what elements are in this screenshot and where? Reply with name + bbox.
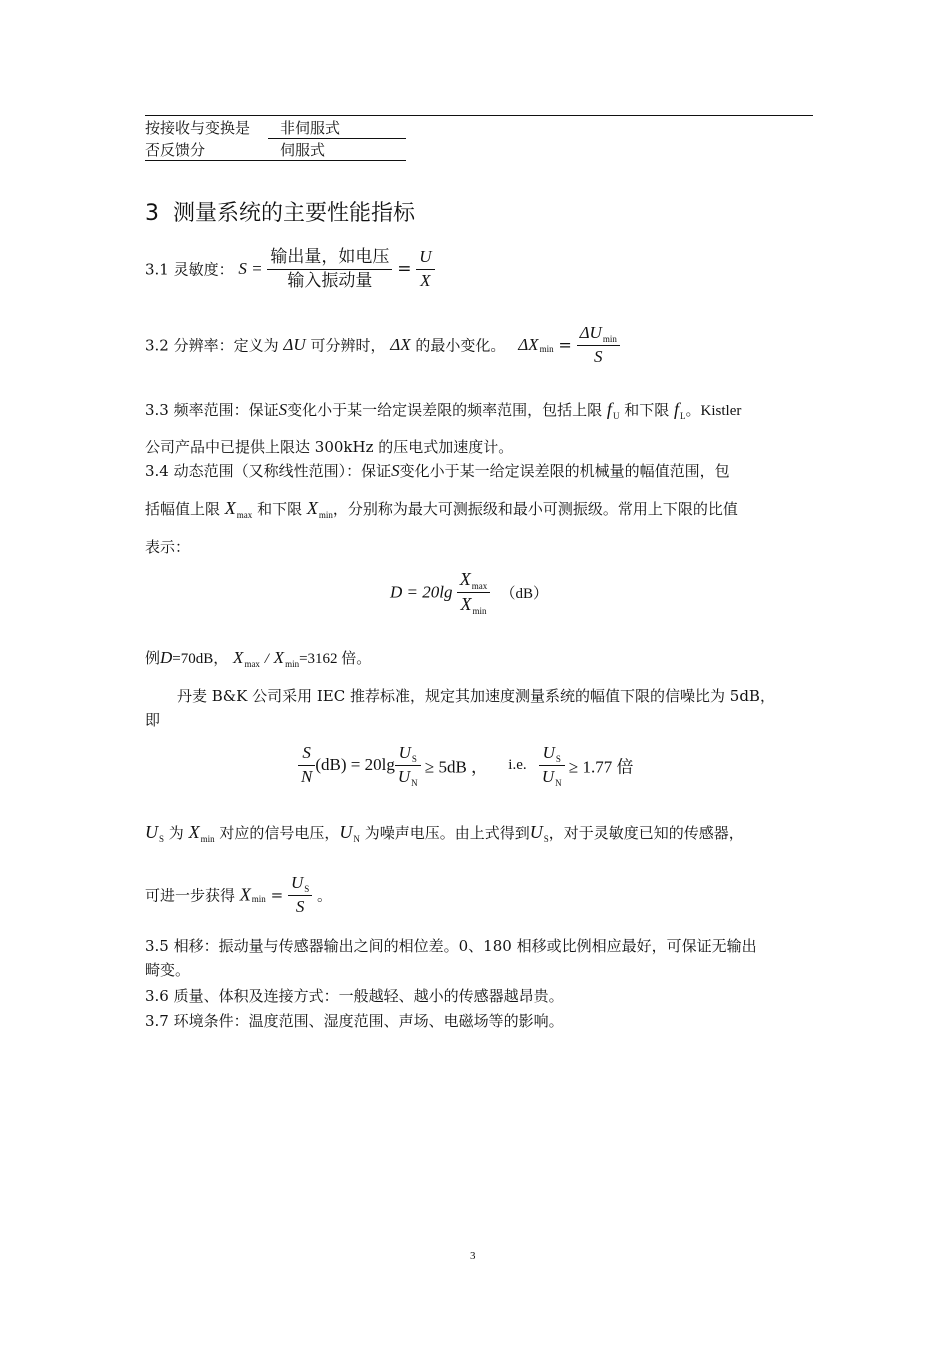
example-D: D <box>160 648 173 667</box>
s34-Xmin: X <box>306 498 318 518</box>
us-UN: U <box>339 822 353 842</box>
sn-den: N <box>301 766 313 786</box>
table-r2c1: 否反馈分 <box>145 141 206 159</box>
sn-db: (dB) = 20lg <box>315 755 395 775</box>
s34-text-2b: 和下限 <box>257 500 303 518</box>
s34-max-sub: max <box>236 510 253 520</box>
us-X: X <box>188 822 200 842</box>
example-min-sub: min <box>285 659 300 669</box>
us-line1 <box>145 822 805 845</box>
s32-num-sub: min <box>602 334 617 344</box>
us-c: 为噪声电压。由上式得到 <box>364 824 530 842</box>
s33-fL-sub: L <box>680 411 686 421</box>
s32-mid: 可分辨时， <box>310 336 386 355</box>
sn-ge177: ≥ 1.77 倍 <box>568 757 634 777</box>
s34-line3: 表示： <box>145 538 191 556</box>
s34-line2 <box>145 498 805 521</box>
s36-line: 3.6 质量、体积及连接方式：一般越轻、越小的传感器越昂贵。 <box>145 987 564 1005</box>
sn2-un-sub: N <box>555 777 562 788</box>
page-number: 3 <box>470 1250 476 1262</box>
us-d: ，对于灵敏度已知的传感器， <box>548 824 744 842</box>
s32-lhsX: ΔX <box>518 335 539 355</box>
s31-den2: X <box>420 270 431 290</box>
s31-label: 3.1 灵敏度： <box>145 260 234 279</box>
s32-dU: ΔU <box>283 335 306 355</box>
example-Xmax: X <box>233 648 244 667</box>
s31-lhs: S = <box>238 259 263 279</box>
d-num-sub: max <box>471 581 488 591</box>
s32-den: S <box>593 346 603 366</box>
s31-line <box>145 248 435 290</box>
us-X-sub: min <box>200 834 215 844</box>
s32-numU: ΔU <box>579 323 602 342</box>
s31-num: 输出量，如电压 <box>267 248 392 270</box>
table-top-rule <box>145 115 813 116</box>
table-bottom-rule <box>145 160 406 161</box>
d-num-X: X <box>459 569 471 589</box>
sn2-us-sub: S <box>555 754 561 764</box>
table-r1c2: 非伺服式 <box>280 119 341 137</box>
s31-den: 输入振动量 <box>287 270 373 291</box>
sn-un: U <box>397 766 411 786</box>
us-U-sub: S <box>159 834 165 844</box>
s33-line1 <box>145 399 805 422</box>
table-r1c1: 按接收与变换是 <box>145 119 251 137</box>
s37-line: 3.7 环境条件：温度范围、湿度范围、声场、电磁场等的影响。 <box>145 1012 564 1030</box>
us2-X: X <box>239 884 251 905</box>
s33-S: S <box>278 400 288 419</box>
s34-example <box>145 648 805 670</box>
s34-Xmax: X <box>224 498 236 518</box>
us2-num-U: U <box>290 873 304 892</box>
s32-label: 3.2 分辨率：定义为 <box>145 336 279 355</box>
us-UN-sub: N <box>353 834 360 844</box>
s33-text-a: 3.3 频率范围：保证 <box>145 401 279 419</box>
us2-eq: = <box>270 886 284 905</box>
d-den-X: X <box>460 593 472 614</box>
s31-eq: = <box>397 259 412 280</box>
bk-line1: 丹麦 B&K 公司采用 IEC 推荐标准，规定其加速度测量系统的幅值下限的信噪比为 5dB， <box>177 687 775 705</box>
s34-text-2a: 括幅值上限 <box>145 500 221 518</box>
sn-us-sub: S <box>411 754 417 764</box>
sn-num: S <box>298 744 315 766</box>
s32-line <box>145 324 620 366</box>
s33-line2: 公司产品中已提供上限达 300kHz 的压电式加速度计。 <box>145 438 514 456</box>
us2-X-sub: min <box>251 894 266 905</box>
s31-fraction <box>267 248 392 290</box>
us-a: 为 <box>168 824 184 842</box>
table-r2c2: 伺服式 <box>280 141 326 159</box>
s33-text-c: 。Kistler <box>685 403 742 419</box>
us-line2a: 可进一步获得 <box>145 886 236 905</box>
s32-eq: = <box>558 335 572 355</box>
s32-fraction <box>577 324 620 366</box>
d-formula <box>390 570 548 615</box>
s33-fU: f <box>606 399 612 419</box>
s33-fU-sub: U <box>612 411 620 421</box>
sn2-us: U <box>542 743 555 762</box>
sn-un-sub: N <box>411 777 418 788</box>
example-Xmin: X <box>273 648 285 667</box>
us-line2 <box>145 874 332 916</box>
s34-text-2c: ，分别称为最大可测振级和最小可测振级。常用上下限的比值 <box>332 500 738 518</box>
section-heading: 3 测量系统的主要性能指标 <box>145 201 415 226</box>
example-d: =3162 倍。 <box>299 651 372 667</box>
s34-line1 <box>145 461 805 481</box>
s35-line2: 畸变。 <box>145 961 191 979</box>
sn-fraction <box>298 744 315 786</box>
s34-text-b: 变化小于某一给定误差限的机械量的幅值范围，包 <box>399 462 730 480</box>
example-max-sub: max <box>244 659 260 669</box>
us-U: U <box>145 822 158 842</box>
d-formula-fraction <box>457 570 491 615</box>
s31-num2: U <box>416 248 434 270</box>
d-formula-lhs: D = 20lg <box>390 582 453 602</box>
d-formula-unit: （dB） <box>500 585 548 602</box>
sn2-un: U <box>541 766 555 786</box>
us2-end: 。 <box>317 886 333 905</box>
s35-line1: 3.5 相移：振动量与传感器输出之间的相位差。0、180 相移或比例相应最好，可保证无输出 <box>145 937 757 955</box>
s32-lhs-sub: min <box>539 344 554 355</box>
s31-fraction2 <box>416 248 434 290</box>
us-US2-sub: S <box>543 834 549 844</box>
us2-num-sub: S <box>304 884 310 894</box>
example-a: 例 <box>145 649 161 667</box>
us-b: 对应的信号电压， <box>219 824 340 842</box>
s32-dX: ΔX <box>390 335 411 355</box>
us2-den: S <box>295 896 305 916</box>
d-den-sub: min <box>472 605 487 616</box>
us2-fraction <box>288 874 312 916</box>
sn-ie: i.e. <box>508 756 527 773</box>
sn-formula <box>298 744 633 786</box>
bk-line2: 即 <box>145 711 161 729</box>
s33-text-b: 变化小于某一给定误差限的频率范围，包括上限 <box>287 401 603 419</box>
s34-S: S <box>391 461 400 480</box>
example-slash: / <box>264 651 269 667</box>
s34-text-a: 3.4 动态范围（又称线性范围）：保证 <box>145 462 392 480</box>
sn-ge5: ≥ 5dB ， <box>424 757 489 777</box>
s32-tail: 的最小变化。 <box>415 336 506 355</box>
sn-u-fraction2 <box>539 744 565 786</box>
s34-min-sub: min <box>318 510 333 520</box>
s33-fL: f <box>674 399 680 419</box>
us-US2: U <box>529 822 543 842</box>
sn-us: U <box>398 743 411 762</box>
sn-u-fraction <box>395 744 421 786</box>
s33-and: 和下限 <box>624 401 670 419</box>
example-b: =70dB， <box>172 651 229 667</box>
